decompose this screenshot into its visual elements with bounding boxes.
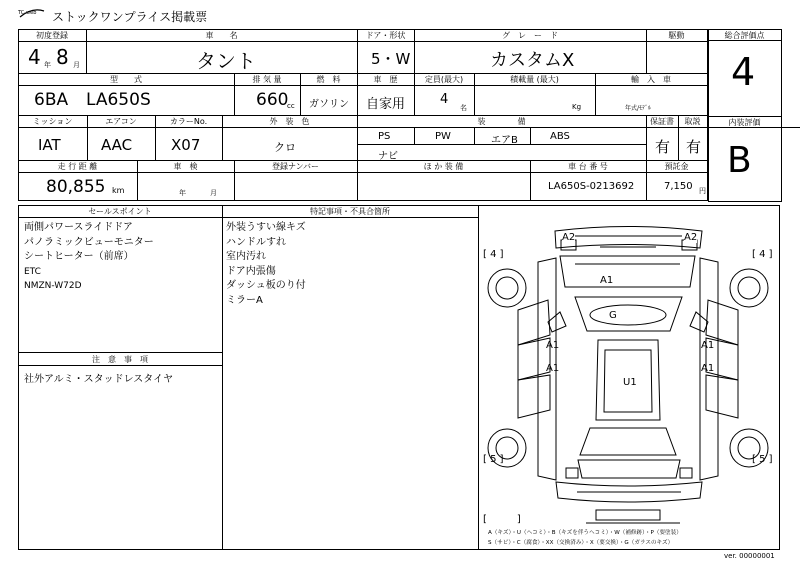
- manual-value: 有: [686, 138, 702, 156]
- car-name-value: タント: [196, 49, 256, 73]
- list-item: ドア内張傷: [226, 265, 276, 277]
- list-item: 社外アルミ・スタッドレスタイヤ: [24, 374, 174, 385]
- mission-value: IAT: [38, 136, 61, 154]
- warranty-value: 有: [655, 138, 671, 156]
- mileage-value: 80,855: [46, 177, 106, 197]
- label-other-equipment: ほ か 装 備: [423, 162, 464, 171]
- label-mission: ミッション: [32, 117, 73, 126]
- list-item: ミラーA: [226, 294, 263, 306]
- label-car-name: 車 名: [205, 31, 238, 40]
- inspection-month-unit: 月: [210, 189, 217, 197]
- list-item: シートヒーター（前席）: [24, 251, 134, 262]
- month-unit: 月: [73, 61, 80, 69]
- list-item: 両側パワースライドドア: [24, 222, 133, 233]
- list-item: 室内汚れ: [226, 251, 266, 262]
- label-notes: 注 意 事 項: [92, 355, 148, 364]
- label-door-shape: ドア・形状: [365, 31, 406, 40]
- label-mileage: 走 行 距 離: [57, 162, 98, 171]
- legend-line-2: S（サビ）・C（腐食）・XX（交換済み）・X（要交換）・G（ガラスのキズ）: [488, 540, 674, 546]
- mark-a2-right: A2: [684, 232, 698, 243]
- month-value: 8: [56, 45, 69, 69]
- mark-a1-left-rear: A1: [546, 363, 560, 374]
- mark-a1-right-front: A1: [701, 340, 715, 351]
- list-item: パノラミックビューモニター: [24, 236, 154, 248]
- label-model-type: 型 式: [110, 75, 142, 84]
- usage-value: 自家用: [366, 97, 406, 112]
- list-item: NMZN-W72D: [24, 281, 82, 291]
- label-exterior-color: 外 装 色: [269, 117, 310, 126]
- label-overall: 総合評価点: [724, 31, 765, 40]
- overall-score: 4: [731, 50, 756, 94]
- interior-score: B: [727, 140, 752, 181]
- label-remarks: 特記事項・不具合箇所: [310, 207, 390, 216]
- logo-text: TC-web: [18, 10, 37, 16]
- list-item: ETC: [24, 266, 41, 277]
- label-color-no: カラーNo.: [169, 117, 208, 126]
- deposit-value: 7,150: [664, 181, 693, 192]
- yen-unit: 円: [699, 187, 706, 195]
- capacity-value: 4: [440, 92, 449, 107]
- label-drive: 駆動: [668, 31, 685, 40]
- mark-a1-hood: A1: [600, 275, 614, 286]
- year-unit: 年: [44, 61, 51, 69]
- label-aircon: エアコン: [105, 117, 137, 126]
- grade-value: カスタムX: [490, 50, 575, 71]
- label-fuel: 燃 料: [316, 75, 341, 84]
- equip-ps: PS: [378, 131, 391, 142]
- version-label: ver. 00000001: [724, 552, 775, 560]
- bracket-top-right: [ 4 ]: [752, 249, 773, 260]
- aircon-value: AAC: [101, 136, 133, 154]
- label-usage: 車 歴: [373, 75, 398, 84]
- displacement-value: 660: [256, 90, 289, 110]
- label-load: 積載量 (最大): [510, 75, 559, 84]
- label-plate: 登録ナンバー: [271, 162, 320, 171]
- remarks-list: [226, 221, 306, 308]
- exterior-color-value: クロ: [274, 141, 296, 154]
- year-value: 4: [28, 45, 41, 69]
- label-deposit: 預託金: [664, 162, 689, 171]
- km-unit: km: [112, 186, 125, 195]
- notes-list: [24, 373, 173, 388]
- label-inspection: 車 検: [173, 162, 198, 171]
- legend-line-1: A（キズ）・U（ヘコミ）・B（キズを伴うヘコミ）・W（補修跡）・P（要塗装）: [488, 530, 682, 536]
- equip-abs: ABS: [550, 131, 570, 142]
- label-first-reg: 初度登録: [36, 31, 68, 40]
- equip-airbag: エアB: [491, 135, 518, 146]
- list-item: 外装うすい線キズ: [226, 222, 306, 233]
- label-equipment: 装 備: [477, 117, 526, 126]
- label-warranty: 保証書: [650, 117, 674, 126]
- equip-navi: ナビ: [378, 151, 398, 162]
- mark-a1-left-front: A1: [546, 340, 560, 351]
- cc-unit: cc: [287, 102, 295, 110]
- label-grade: グ レ ー ド: [502, 31, 558, 40]
- bracket-bottom: [ ]: [483, 514, 521, 525]
- list-item: ハンドルすれ: [226, 236, 286, 248]
- label-chassis: 車 台 番 号: [568, 162, 608, 171]
- chassis-value: LA650S-0213692: [548, 181, 635, 192]
- door-value: 5・W: [371, 50, 411, 68]
- label-import: 輸 入 車: [631, 75, 671, 84]
- mark-a2-left: A2: [562, 232, 576, 243]
- bracket-bottom-right: [ 5 ]: [752, 454, 773, 465]
- bracket-top-left: [ 4 ]: [483, 249, 504, 260]
- label-displacement: 排 気 量: [252, 75, 282, 84]
- mark-g-windshield: G: [609, 310, 617, 321]
- model-value: LA650S: [86, 90, 151, 110]
- color-no-value: X07: [171, 136, 201, 154]
- label-manual: 取説: [684, 117, 701, 126]
- label-interior: 内装評価: [728, 118, 761, 127]
- fuel-value: ガソリン: [309, 99, 349, 110]
- model-prefix: 6BA: [34, 90, 69, 110]
- label-sales-points: セールスポイント: [88, 207, 152, 216]
- list-item: ダッシュ板のり付: [226, 280, 306, 291]
- sales-points-list: [24, 221, 154, 294]
- mark-u1-roof: U1: [623, 377, 637, 388]
- import-year-label: 年式/ﾓﾃﾞﾙ: [625, 105, 652, 112]
- kg-unit: Kg: [572, 103, 582, 111]
- mark-a1-right-rear: A1: [701, 363, 715, 374]
- logo: [18, 5, 46, 21]
- bracket-bottom-left: [ 5 ]: [483, 454, 504, 465]
- capacity-unit: 名: [460, 104, 467, 112]
- page-title: ストックワンプライス掲載票: [52, 10, 208, 24]
- inspection-year-unit: 年: [179, 189, 186, 197]
- label-capacity: 定員(最大): [424, 75, 464, 84]
- equip-pw: PW: [435, 131, 451, 142]
